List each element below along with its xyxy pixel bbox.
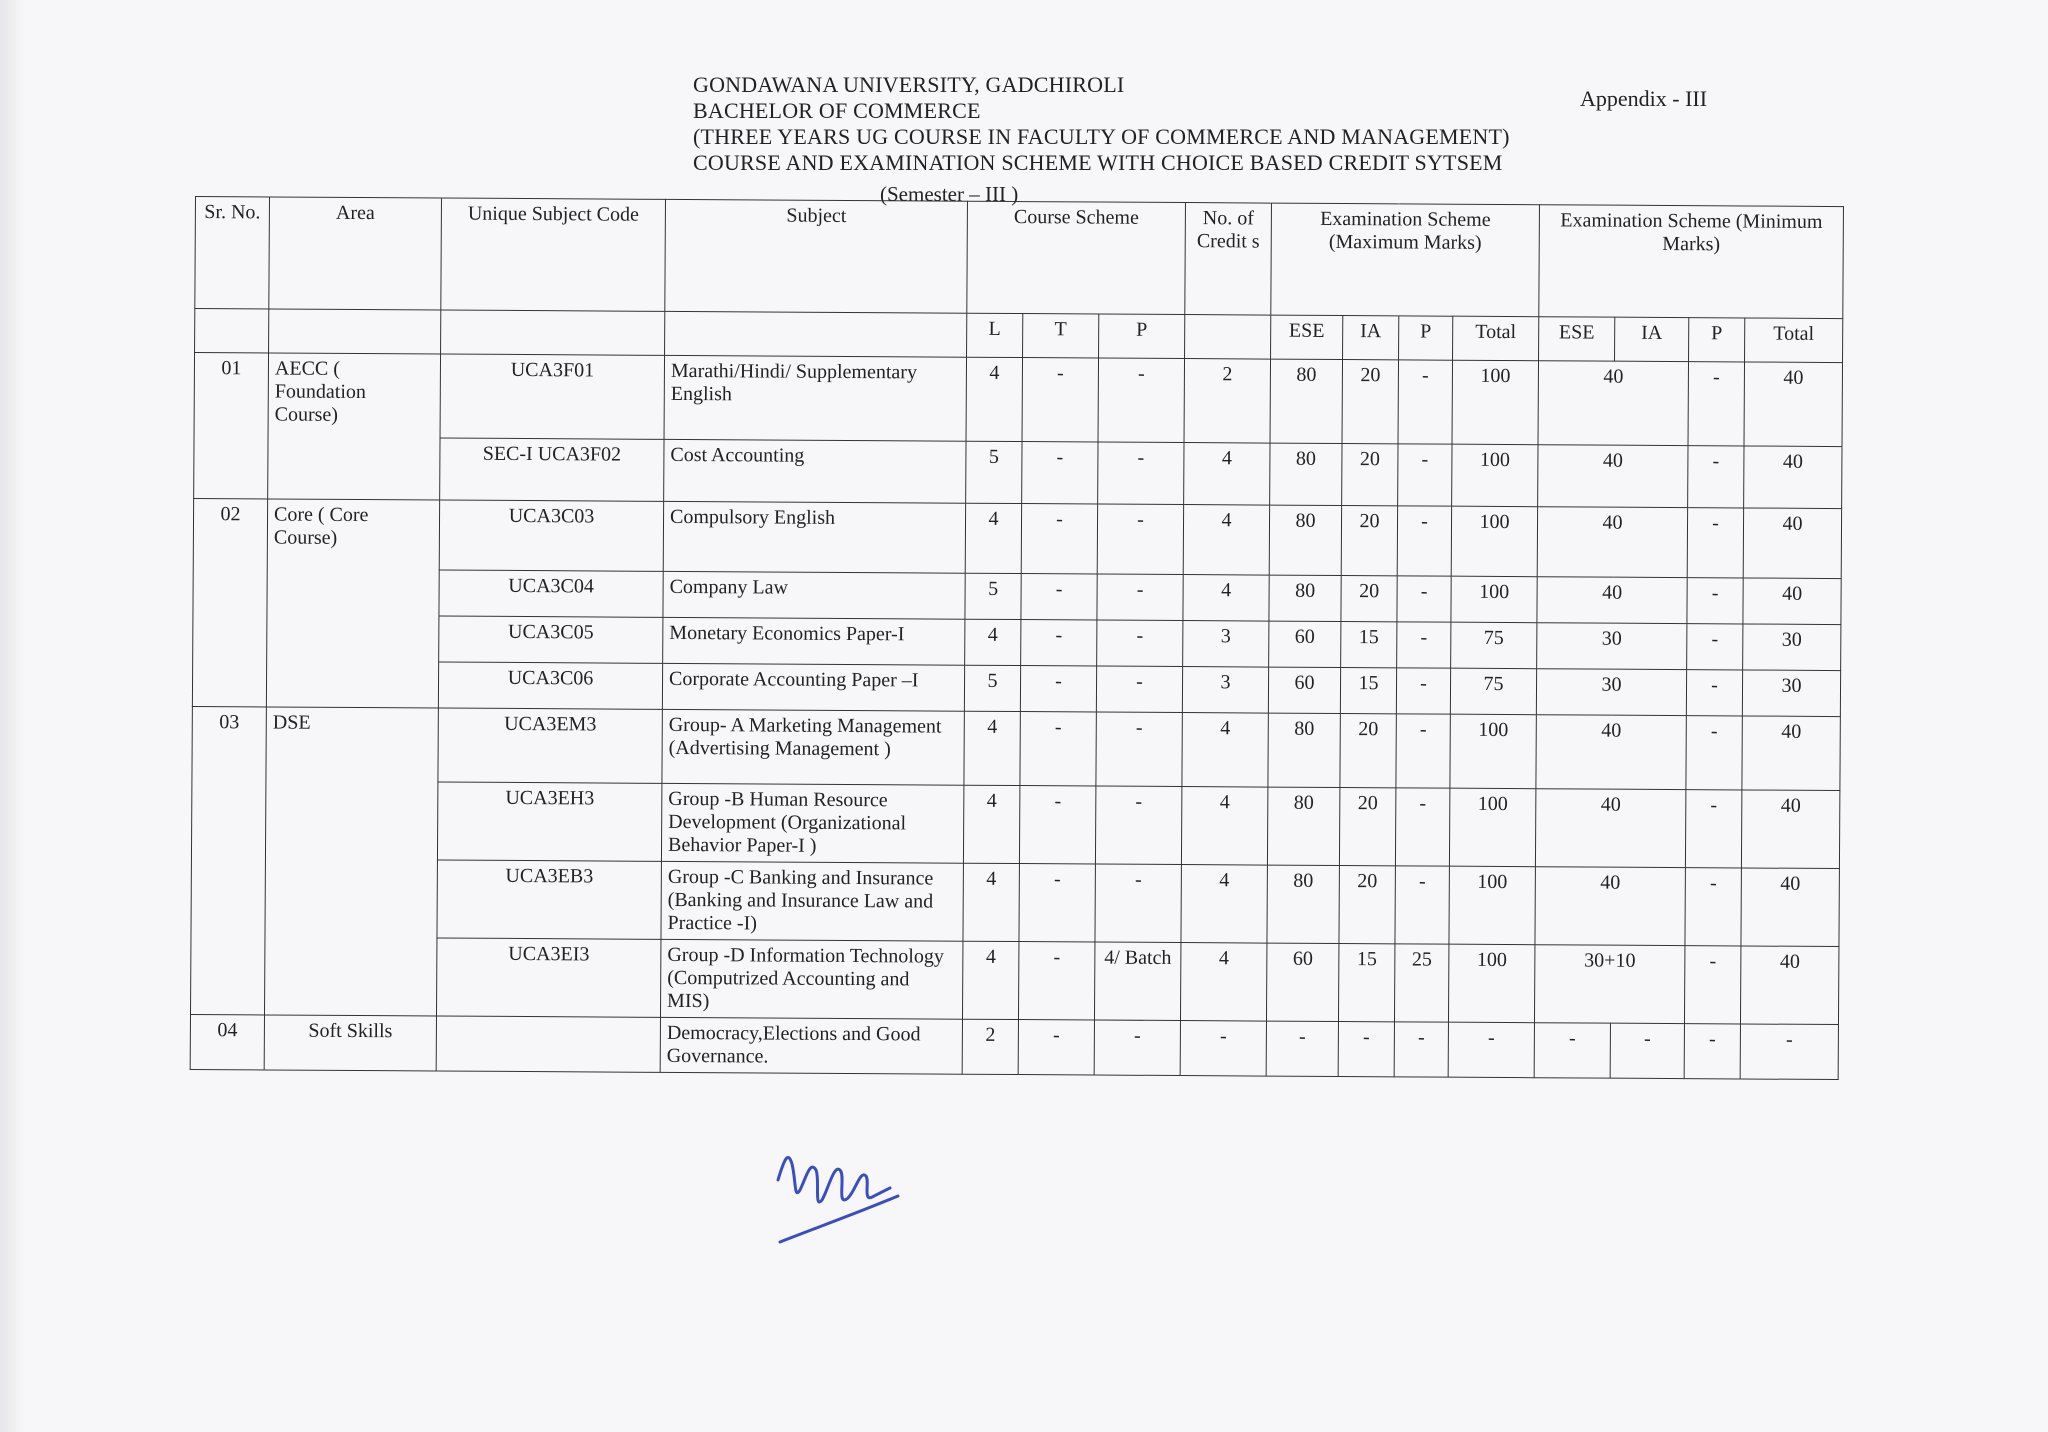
subject-cell: Cost Accounting <box>664 439 966 503</box>
min-p-cell: - <box>1688 446 1744 508</box>
max-p-cell: - <box>1395 788 1449 866</box>
table-row <box>191 858 1839 946</box>
max-ia-cell: - <box>1338 1022 1394 1077</box>
max-total-cell: 100 <box>1448 944 1534 1023</box>
subject-cell: Monetary Economics Paper-I <box>663 617 965 665</box>
min-total-cell: 30 <box>1743 624 1841 671</box>
max-p-cell: 25 <box>1394 944 1448 1022</box>
t-cell: - <box>1021 504 1097 574</box>
max-total-cell: - <box>1448 1022 1534 1078</box>
sr-no-cell: 03 <box>191 706 267 1014</box>
min-total-cell: 40 <box>1741 868 1839 947</box>
page-edge <box>0 0 24 1432</box>
subject-cell: Group -B Human Resource Development (Organizational Behavior Paper-I ) <box>661 783 963 863</box>
header-area: Area <box>269 197 442 310</box>
min-p-cell: - <box>1685 868 1741 946</box>
min-p-cell: - <box>1687 624 1743 670</box>
header-max-p: P <box>1399 316 1453 360</box>
max-ese-cell: 80 <box>1267 865 1339 943</box>
max-ese-cell: - <box>1266 1021 1338 1076</box>
p-cell: - <box>1097 620 1183 667</box>
semester-label: (Semester – III ) <box>880 182 1019 206</box>
header-min-total: Total <box>1745 318 1843 363</box>
header-blank <box>195 309 269 353</box>
min-ese-ia-cell: 30+10 <box>1534 945 1684 1024</box>
max-ese-cell: 60 <box>1266 943 1338 1021</box>
credits-cell: 3 <box>1183 621 1269 668</box>
t-cell: - <box>1021 574 1097 620</box>
min-ese-ia-cell: 40 <box>1535 867 1685 946</box>
p-cell: - <box>1097 504 1183 575</box>
t-cell: - <box>1022 358 1099 442</box>
subject-cell: Democracy,Elections and Good Governance. <box>660 1017 962 1074</box>
min-ese-ia-cell: 40 <box>1536 715 1686 790</box>
table-row <box>193 498 1841 578</box>
header-course-scheme: Course Scheme <box>967 201 1186 314</box>
min-ese-ia-cell: 40 <box>1537 577 1687 624</box>
l-cell: 5 <box>965 573 1021 619</box>
header-min-p: P <box>1689 318 1745 362</box>
max-p-cell: - <box>1398 360 1453 444</box>
credits-cell: 4 <box>1181 787 1267 866</box>
header-min-ia: IA <box>1615 317 1689 361</box>
document-header <box>693 72 1593 176</box>
max-ese-cell: 80 <box>1267 787 1339 865</box>
max-p-cell: - <box>1397 506 1451 576</box>
min-p-cell: - <box>1684 1024 1740 1079</box>
max-ese-cell: 80 <box>1268 713 1340 787</box>
code-cell: UCA3F01 <box>440 354 665 439</box>
signature <box>770 1120 910 1260</box>
l-cell: 5 <box>964 665 1020 711</box>
header-blank <box>441 310 665 355</box>
t-cell: - <box>1018 1020 1094 1075</box>
max-ese-cell: 60 <box>1268 667 1340 713</box>
min-ia-cell: - <box>1610 1023 1684 1078</box>
header-p: P <box>1099 314 1185 359</box>
p-cell: - <box>1096 666 1182 713</box>
table-row <box>194 353 1842 447</box>
l-cell: 5 <box>966 441 1022 503</box>
area-cell: AECC ( Foundation Course) <box>268 353 441 500</box>
t-cell: - <box>1022 442 1098 504</box>
p-cell: - <box>1098 358 1185 443</box>
max-p-cell: - <box>1398 444 1452 506</box>
min-ese-ia-cell: 40 <box>1538 361 1689 446</box>
header-blank <box>269 309 441 354</box>
header-max-ese: ESE <box>1271 315 1343 359</box>
credits-cell: 4 <box>1183 505 1269 576</box>
min-total-cell: 40 <box>1744 362 1843 447</box>
code-cell: UCA3EB3 <box>437 860 661 939</box>
t-cell: - <box>1021 620 1097 666</box>
max-ia-cell: 20 <box>1340 714 1396 788</box>
subject-cell: Group- A Marketing Management (Advertising Management ) <box>662 709 964 785</box>
header-code: Unique Subject Code <box>441 198 666 311</box>
max-ia-cell: 15 <box>1341 622 1397 668</box>
sr-no-cell: 04 <box>190 1014 264 1069</box>
t-cell: - <box>1019 786 1095 864</box>
max-ia-cell: 20 <box>1341 506 1397 576</box>
code-cell: UCA3C05 <box>439 616 663 663</box>
t-cell: - <box>1020 712 1096 786</box>
max-p-cell: - <box>1397 576 1451 622</box>
max-ia-cell: 20 <box>1342 444 1398 506</box>
code-cell <box>436 1016 660 1072</box>
max-total-cell: 100 <box>1451 506 1537 577</box>
area-cell: Core ( Core Course) <box>266 499 439 708</box>
max-ia-cell: 20 <box>1342 360 1399 444</box>
subject-cell: Corporate Accounting Paper –I <box>662 663 964 711</box>
subject-cell: Compulsory English <box>663 501 965 573</box>
max-ese-cell: 80 <box>1269 505 1341 575</box>
header-l: L <box>967 313 1023 357</box>
min-p-cell: - <box>1688 362 1745 446</box>
sr-no-cell: 01 <box>194 353 269 499</box>
min-total-cell: - <box>1740 1024 1838 1080</box>
credits-cell: 4 <box>1183 575 1269 622</box>
min-p-cell: - <box>1686 670 1742 716</box>
min-total-cell: 40 <box>1740 946 1838 1025</box>
header-blank <box>1185 315 1271 360</box>
credits-cell: 4 <box>1181 865 1267 944</box>
table-row <box>191 780 1839 868</box>
min-total-cell: 40 <box>1742 716 1840 791</box>
max-p-cell: - <box>1396 668 1450 714</box>
scheme-title: COURSE AND EXAMINATION SCHEME WITH CHOICE BASED CREDIT SYTSEM <box>693 150 1503 175</box>
area-cell: Soft Skills <box>264 1015 436 1071</box>
code-cell: UCA3EM3 <box>438 708 662 783</box>
min-ese-ia-cell: 40 <box>1537 507 1687 578</box>
subject-cell: Company Law <box>663 571 965 619</box>
credits-cell: 3 <box>1182 667 1268 714</box>
code-cell: UCA3C04 <box>439 570 663 617</box>
l-cell: 4 <box>962 941 1018 1019</box>
l-cell: 4 <box>963 785 1019 863</box>
l-cell: 4 <box>966 357 1023 441</box>
t-cell: - <box>1020 666 1096 712</box>
min-ese-ia-cell: 40 <box>1535 789 1685 868</box>
min-p-cell: - <box>1684 946 1740 1024</box>
min-p-cell: - <box>1686 716 1742 790</box>
min-p-cell: - <box>1685 790 1741 868</box>
table-row <box>192 706 1840 790</box>
subject-cell: Group -C Banking and Insurance (Banking and Insurance Law and Practice -I) <box>661 861 963 941</box>
header-subject: Subject <box>665 199 968 313</box>
t-cell: - <box>1019 864 1095 942</box>
min-ese-cell: - <box>1534 1023 1610 1078</box>
max-total-cell: 100 <box>1449 866 1535 945</box>
p-cell: - <box>1097 574 1183 621</box>
max-total-cell: 100 <box>1449 788 1535 867</box>
p-cell: - <box>1096 712 1182 787</box>
max-total-cell: 75 <box>1451 622 1537 669</box>
credits-cell: - <box>1180 1021 1266 1077</box>
l-cell: 4 <box>963 863 1019 941</box>
min-ese-ia-cell: 30 <box>1536 669 1686 716</box>
max-p-cell: - <box>1395 866 1449 944</box>
max-ia-cell: 20 <box>1339 788 1395 866</box>
l-cell: 4 <box>965 503 1021 573</box>
max-p-cell: - <box>1396 714 1450 788</box>
table-row <box>190 1014 1838 1079</box>
course-description: (THREE YEARS UG COURSE IN FACULTY OF COMMERCE AND MANAGEMENT) <box>693 124 1510 149</box>
header-credits: No. of Credit s <box>1185 203 1272 316</box>
header-max-ia: IA <box>1343 316 1399 360</box>
header-min-ese: ESE <box>1539 317 1615 361</box>
min-ese-ia-cell: 30 <box>1537 623 1687 670</box>
code-cell: UCA3C03 <box>439 500 663 571</box>
code-cell: UCA3EH3 <box>437 782 661 861</box>
appendix-label: Appendix - III <box>1580 86 1708 111</box>
p-cell: - <box>1094 1020 1180 1076</box>
max-ia-cell: 15 <box>1338 944 1394 1022</box>
max-p-cell: - <box>1397 622 1451 668</box>
p-cell: - <box>1095 786 1181 865</box>
credits-cell: 4 <box>1182 713 1268 788</box>
header-exam-min: Examination Scheme (Minimum Marks) <box>1539 205 1844 319</box>
max-ia-cell: 15 <box>1340 668 1396 714</box>
max-ese-cell: 80 <box>1269 575 1341 621</box>
max-ese-cell: 80 <box>1270 359 1343 443</box>
min-ese-ia-cell: 40 <box>1538 445 1688 508</box>
program-name: BACHELOR OF COMMERCE <box>693 98 981 123</box>
min-total-cell: 40 <box>1743 578 1841 625</box>
code-cell: UCA3EI3 <box>436 938 660 1017</box>
p-cell: 4/ Batch <box>1094 942 1180 1021</box>
max-total-cell: 100 <box>1451 576 1537 623</box>
l-cell: 2 <box>962 1019 1018 1074</box>
l-cell: 4 <box>965 619 1021 665</box>
p-cell: - <box>1098 442 1184 505</box>
code-cell: UCA3C06 <box>438 662 662 709</box>
sr-no-cell: 02 <box>192 498 267 706</box>
min-total-cell: 40 <box>1741 790 1839 869</box>
max-ese-cell: 80 <box>1270 443 1342 505</box>
header-sr-no: Sr. No. <box>195 197 270 309</box>
t-cell: - <box>1018 942 1094 1020</box>
max-ia-cell: 20 <box>1341 576 1397 622</box>
area-cell: DSE <box>264 707 438 1016</box>
university-name: GONDAWANA UNIVERSITY, GADCHIROLI <box>693 72 1125 97</box>
l-cell: 4 <box>964 711 1020 785</box>
code-cell: SEC-I UCA3F02 <box>440 438 664 501</box>
credits-cell: 4 <box>1184 443 1270 506</box>
min-total-cell: 40 <box>1743 508 1841 579</box>
table-row <box>191 936 1839 1024</box>
p-cell: - <box>1095 864 1181 943</box>
max-total-cell: 100 <box>1450 714 1536 789</box>
header-t: T <box>1023 314 1099 358</box>
credits-cell: 2 <box>1184 359 1271 444</box>
subject-cell: Marathi/Hindi/ Supplementary English <box>664 355 967 441</box>
min-total-cell: 30 <box>1742 670 1840 717</box>
min-p-cell: - <box>1687 578 1743 624</box>
header-exam-max: Examination Scheme (Maximum Marks) <box>1271 203 1540 317</box>
header-max-total: Total <box>1453 316 1539 361</box>
subject-cell: Group -D Information Technology (Computrized Accounting and MIS) <box>660 939 962 1019</box>
header-blank <box>665 311 967 357</box>
max-ia-cell: 20 <box>1339 866 1395 944</box>
credits-cell: 4 <box>1180 943 1266 1022</box>
table-row <box>194 436 1842 508</box>
course-scheme-table <box>190 196 1844 1080</box>
max-p-cell: - <box>1394 1022 1448 1077</box>
min-total-cell: 40 <box>1744 446 1842 509</box>
max-total-cell: 75 <box>1450 668 1536 715</box>
max-ese-cell: 60 <box>1269 621 1341 667</box>
max-total-cell: 100 <box>1452 444 1538 507</box>
max-total-cell: 100 <box>1452 360 1539 445</box>
min-p-cell: - <box>1687 508 1743 578</box>
